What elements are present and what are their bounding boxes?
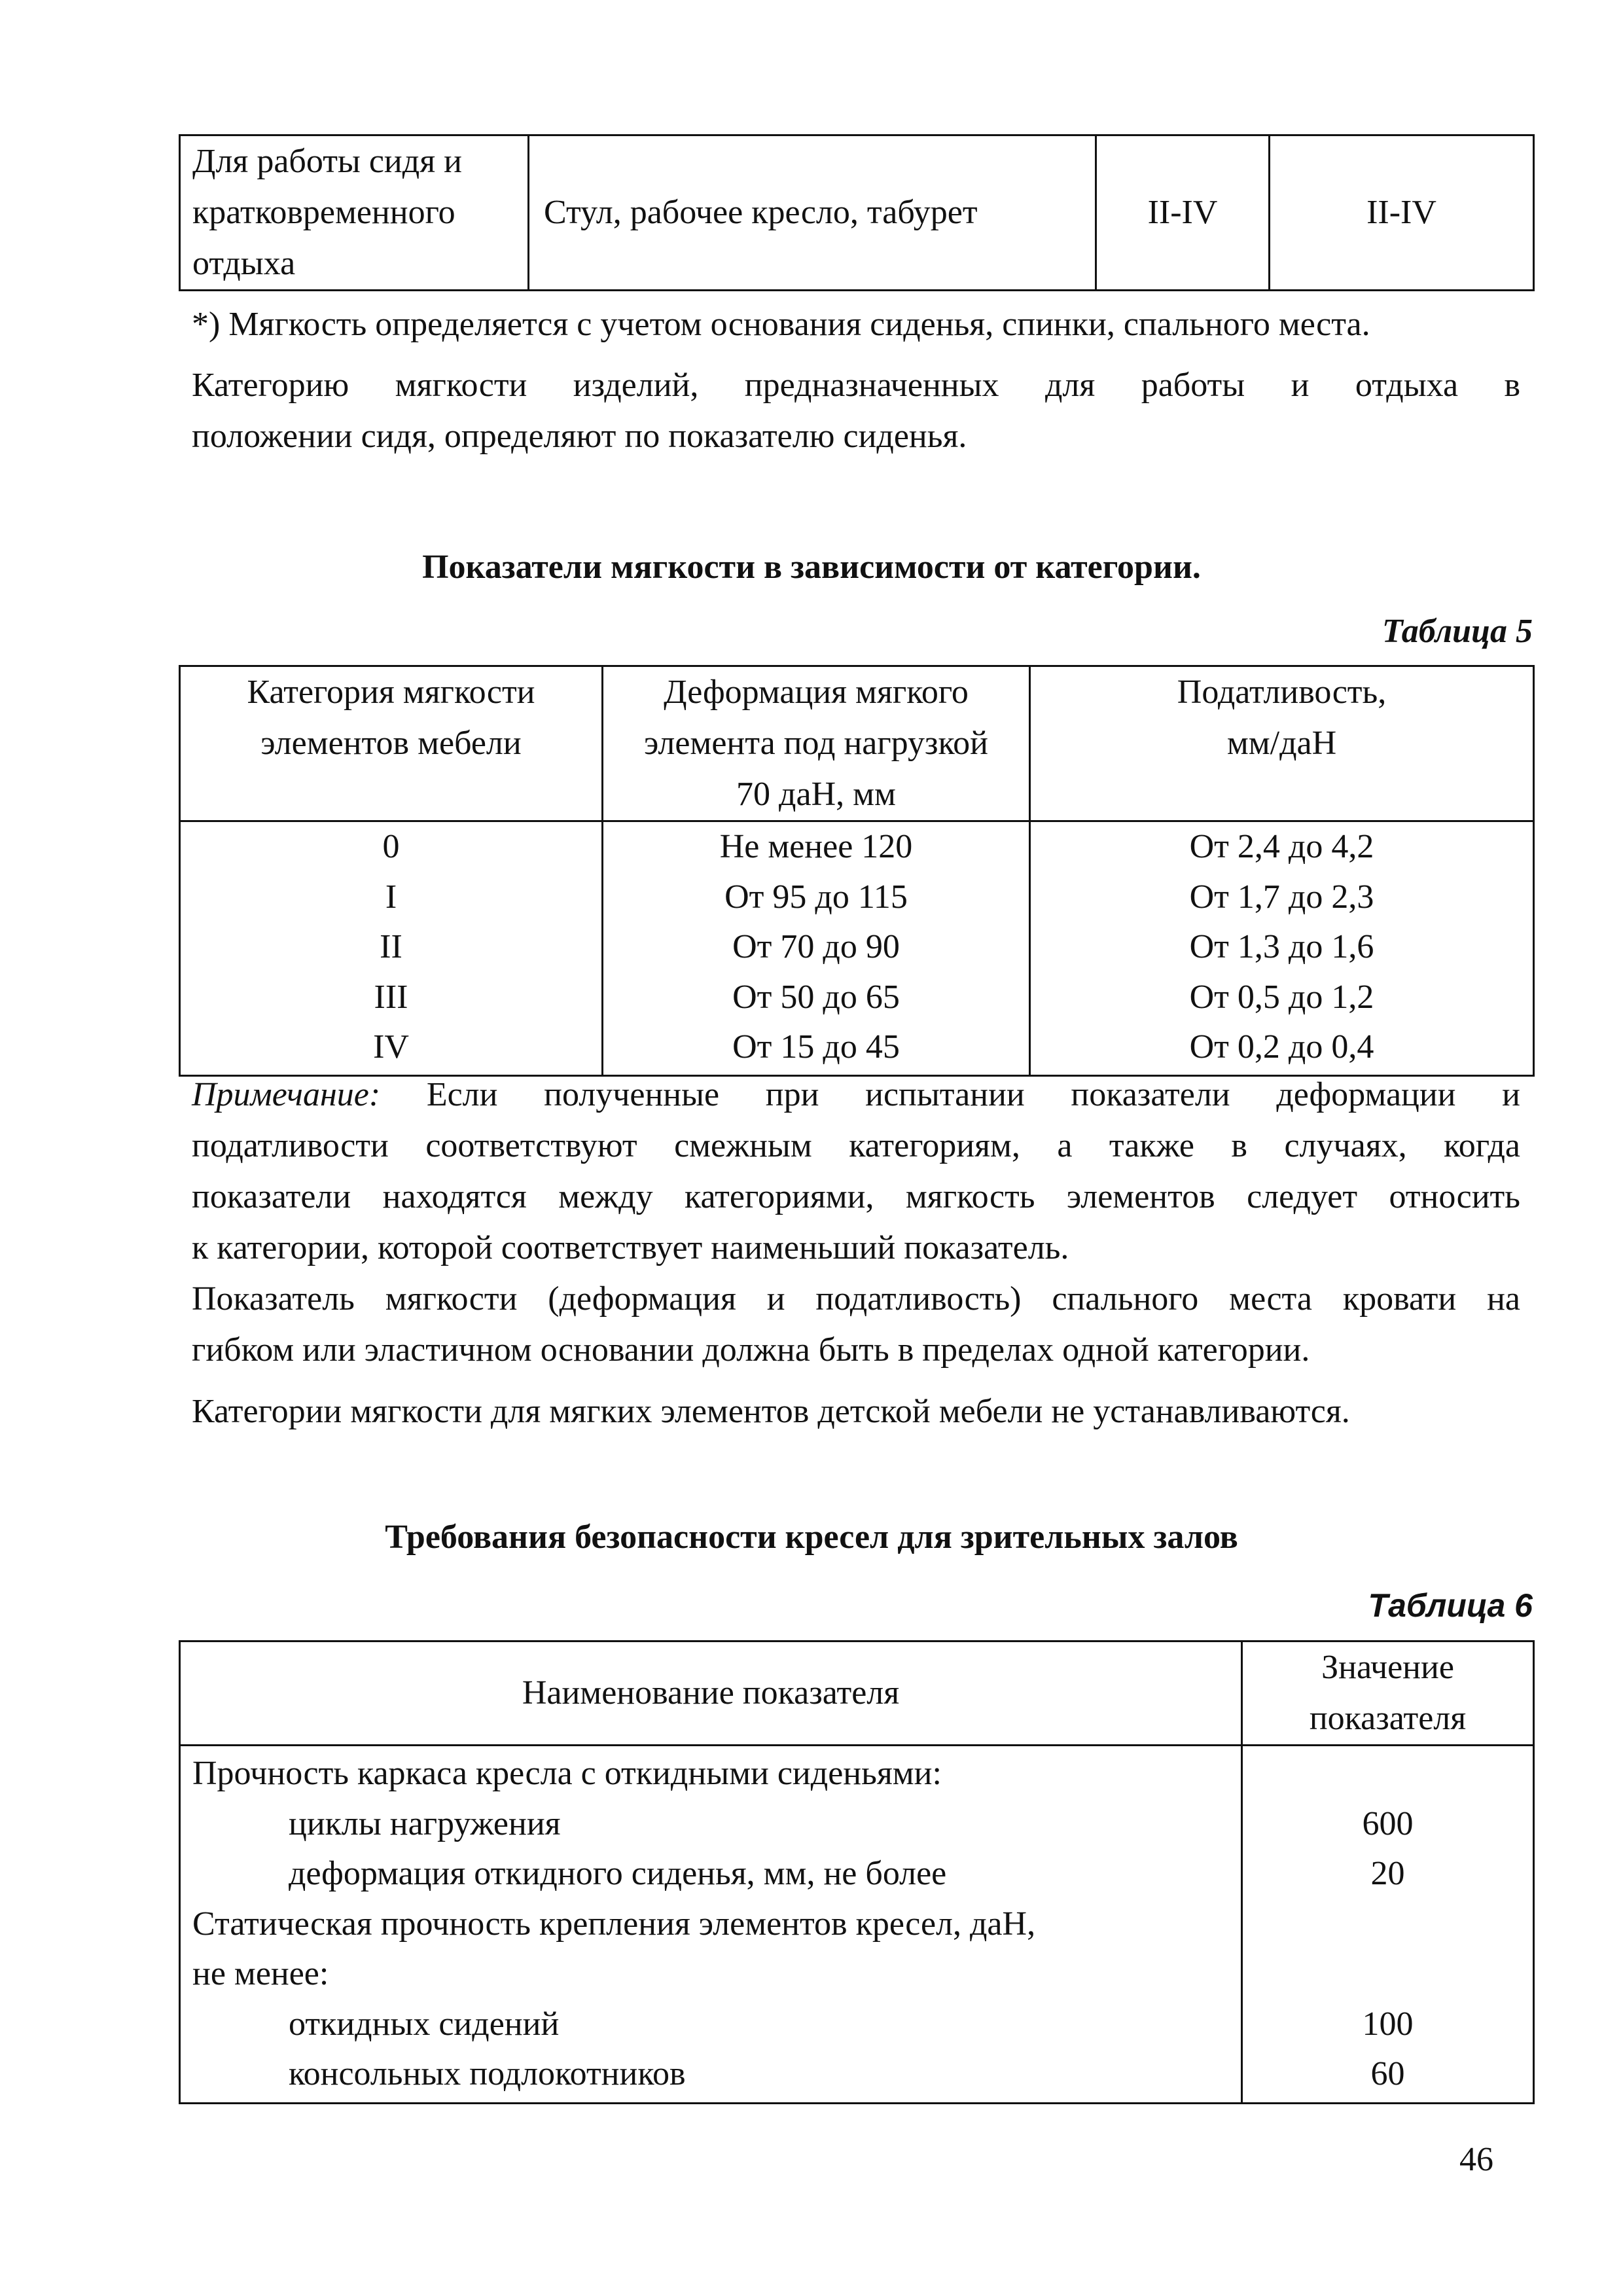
table-cell-purpose: Для работы сидя и кратковременного отдыха	[180, 135, 529, 291]
table-body-row	[180, 821, 1534, 1076]
note-label: Примечание:	[192, 1076, 381, 1113]
paragraph-line: гибком или эластичном основании должна быть в пределах одной категории.	[192, 1331, 1310, 1369]
table-header-row	[180, 1641, 1534, 1746]
compliance-value: От 0,2 до 0,4	[1189, 1028, 1374, 1066]
indicator-name: откидных сидений	[289, 2005, 560, 2043]
compliance-value: От 1,7 до 2,3	[1189, 878, 1374, 916]
indicator-value: 20	[1370, 1855, 1405, 1892]
note-line: к категории, которой соответствует наименьший показатель.	[192, 1229, 1069, 1266]
column-header-deformation: Деформация мягкого элемента под нагрузкой 70 даН, мм	[603, 666, 1030, 821]
indicator-value	[1243, 1949, 1533, 2000]
compliance-value: От 0,5 до 1,2	[1189, 978, 1374, 1016]
note-line: показатели находятся между категориями, мягкость элементов следует относить	[192, 1178, 1520, 1215]
deformation-value: От 15 до 45	[732, 1028, 900, 1066]
table-cell-category: II-IV	[1096, 135, 1270, 291]
indicator-names-column	[180, 1746, 1242, 2104]
compliance-column	[1030, 821, 1534, 1076]
indicator-value	[1243, 1749, 1533, 1799]
note-line: Примечание: Если полученные при испытании показатели деформации и	[192, 1076, 1521, 1113]
note-line: податливости соответствуют смежным категориям, а также в случаях, когда	[192, 1127, 1520, 1164]
paragraph-line: Категорию мягкости изделий, предназначенных для работы и отдыха в	[192, 367, 1520, 404]
deformation-value: От 50 до 65	[732, 978, 900, 1016]
category-value: IV	[373, 1028, 409, 1066]
category-value: III	[374, 978, 408, 1016]
softness-table	[179, 665, 1535, 1077]
indicator-value: 60	[1370, 2055, 1405, 2092]
paragraph-line: Категории мягкости для мягких элементов детской мебели не устанавливаются.	[192, 1393, 1350, 1430]
page-number: 46	[1459, 2141, 1493, 2178]
compliance-value: От 1,3 до 1,6	[1189, 928, 1374, 965]
category-value: 0	[382, 828, 400, 865]
indicator-name: Прочность каркаса кресла с откидными сиденьями:	[192, 1755, 942, 1792]
indicator-value	[1243, 1899, 1533, 1950]
safety-requirements-table	[179, 1640, 1535, 2104]
deformation-column	[603, 821, 1030, 1076]
indicator-name: консольных подлокотников	[289, 2055, 686, 2092]
table6-label: Таблица 6	[1368, 1587, 1533, 1624]
indicator-value: 600	[1362, 1804, 1414, 1842]
footnote: *) Мягкость определяется с учетом основания сиденья, спинки, спального места.	[192, 306, 1370, 343]
table-row	[180, 135, 1534, 291]
indicator-name: деформация откидного сиденья, мм, не более	[289, 1855, 947, 1892]
table5-label: Таблица 5	[1382, 613, 1533, 650]
table-cell-items: Стул, рабочее кресло, табурет	[529, 135, 1096, 291]
indicator-name: не менее:	[192, 1955, 329, 1992]
deformation-value: От 95 до 115	[724, 878, 908, 916]
deformation-value: Не менее 120	[719, 828, 913, 865]
column-header-name: Наименование показателя	[180, 1641, 1242, 1746]
indicator-name: циклы нагружения	[289, 1804, 561, 1842]
table6-title: Требования безопасности кресел для зрительных залов	[385, 1518, 1238, 1556]
category-value: II	[380, 928, 402, 965]
compliance-value: От 2,4 до 4,2	[1189, 828, 1374, 865]
column-header-compliance: Податливость, мм/даН	[1030, 666, 1534, 821]
furniture-category-table-fragment	[179, 134, 1535, 291]
category-column	[180, 821, 603, 1076]
category-value: I	[385, 878, 397, 916]
paragraph-line: положении сидя, определяют по показателю сиденья.	[192, 418, 967, 455]
indicator-value: 100	[1362, 2005, 1414, 2043]
table-body-row	[180, 1746, 1534, 2104]
deformation-value: От 70 до 90	[732, 928, 900, 965]
paragraph-line: Показатель мягкости (деформация и податливость) спального места кровати на	[192, 1280, 1520, 1318]
table5-title: Показатели мягкости в зависимости от категории.	[422, 548, 1201, 586]
column-header-value: Значение показателя	[1242, 1641, 1534, 1746]
table-header-row	[180, 666, 1534, 821]
indicator-name: Статическая прочность крепления элементов кресел, даН,	[192, 1905, 1036, 1943]
table-cell-category: II-IV	[1270, 135, 1534, 291]
indicator-values-column	[1242, 1746, 1534, 2104]
column-header-category: Категория мягкости элементов мебели	[180, 666, 603, 821]
